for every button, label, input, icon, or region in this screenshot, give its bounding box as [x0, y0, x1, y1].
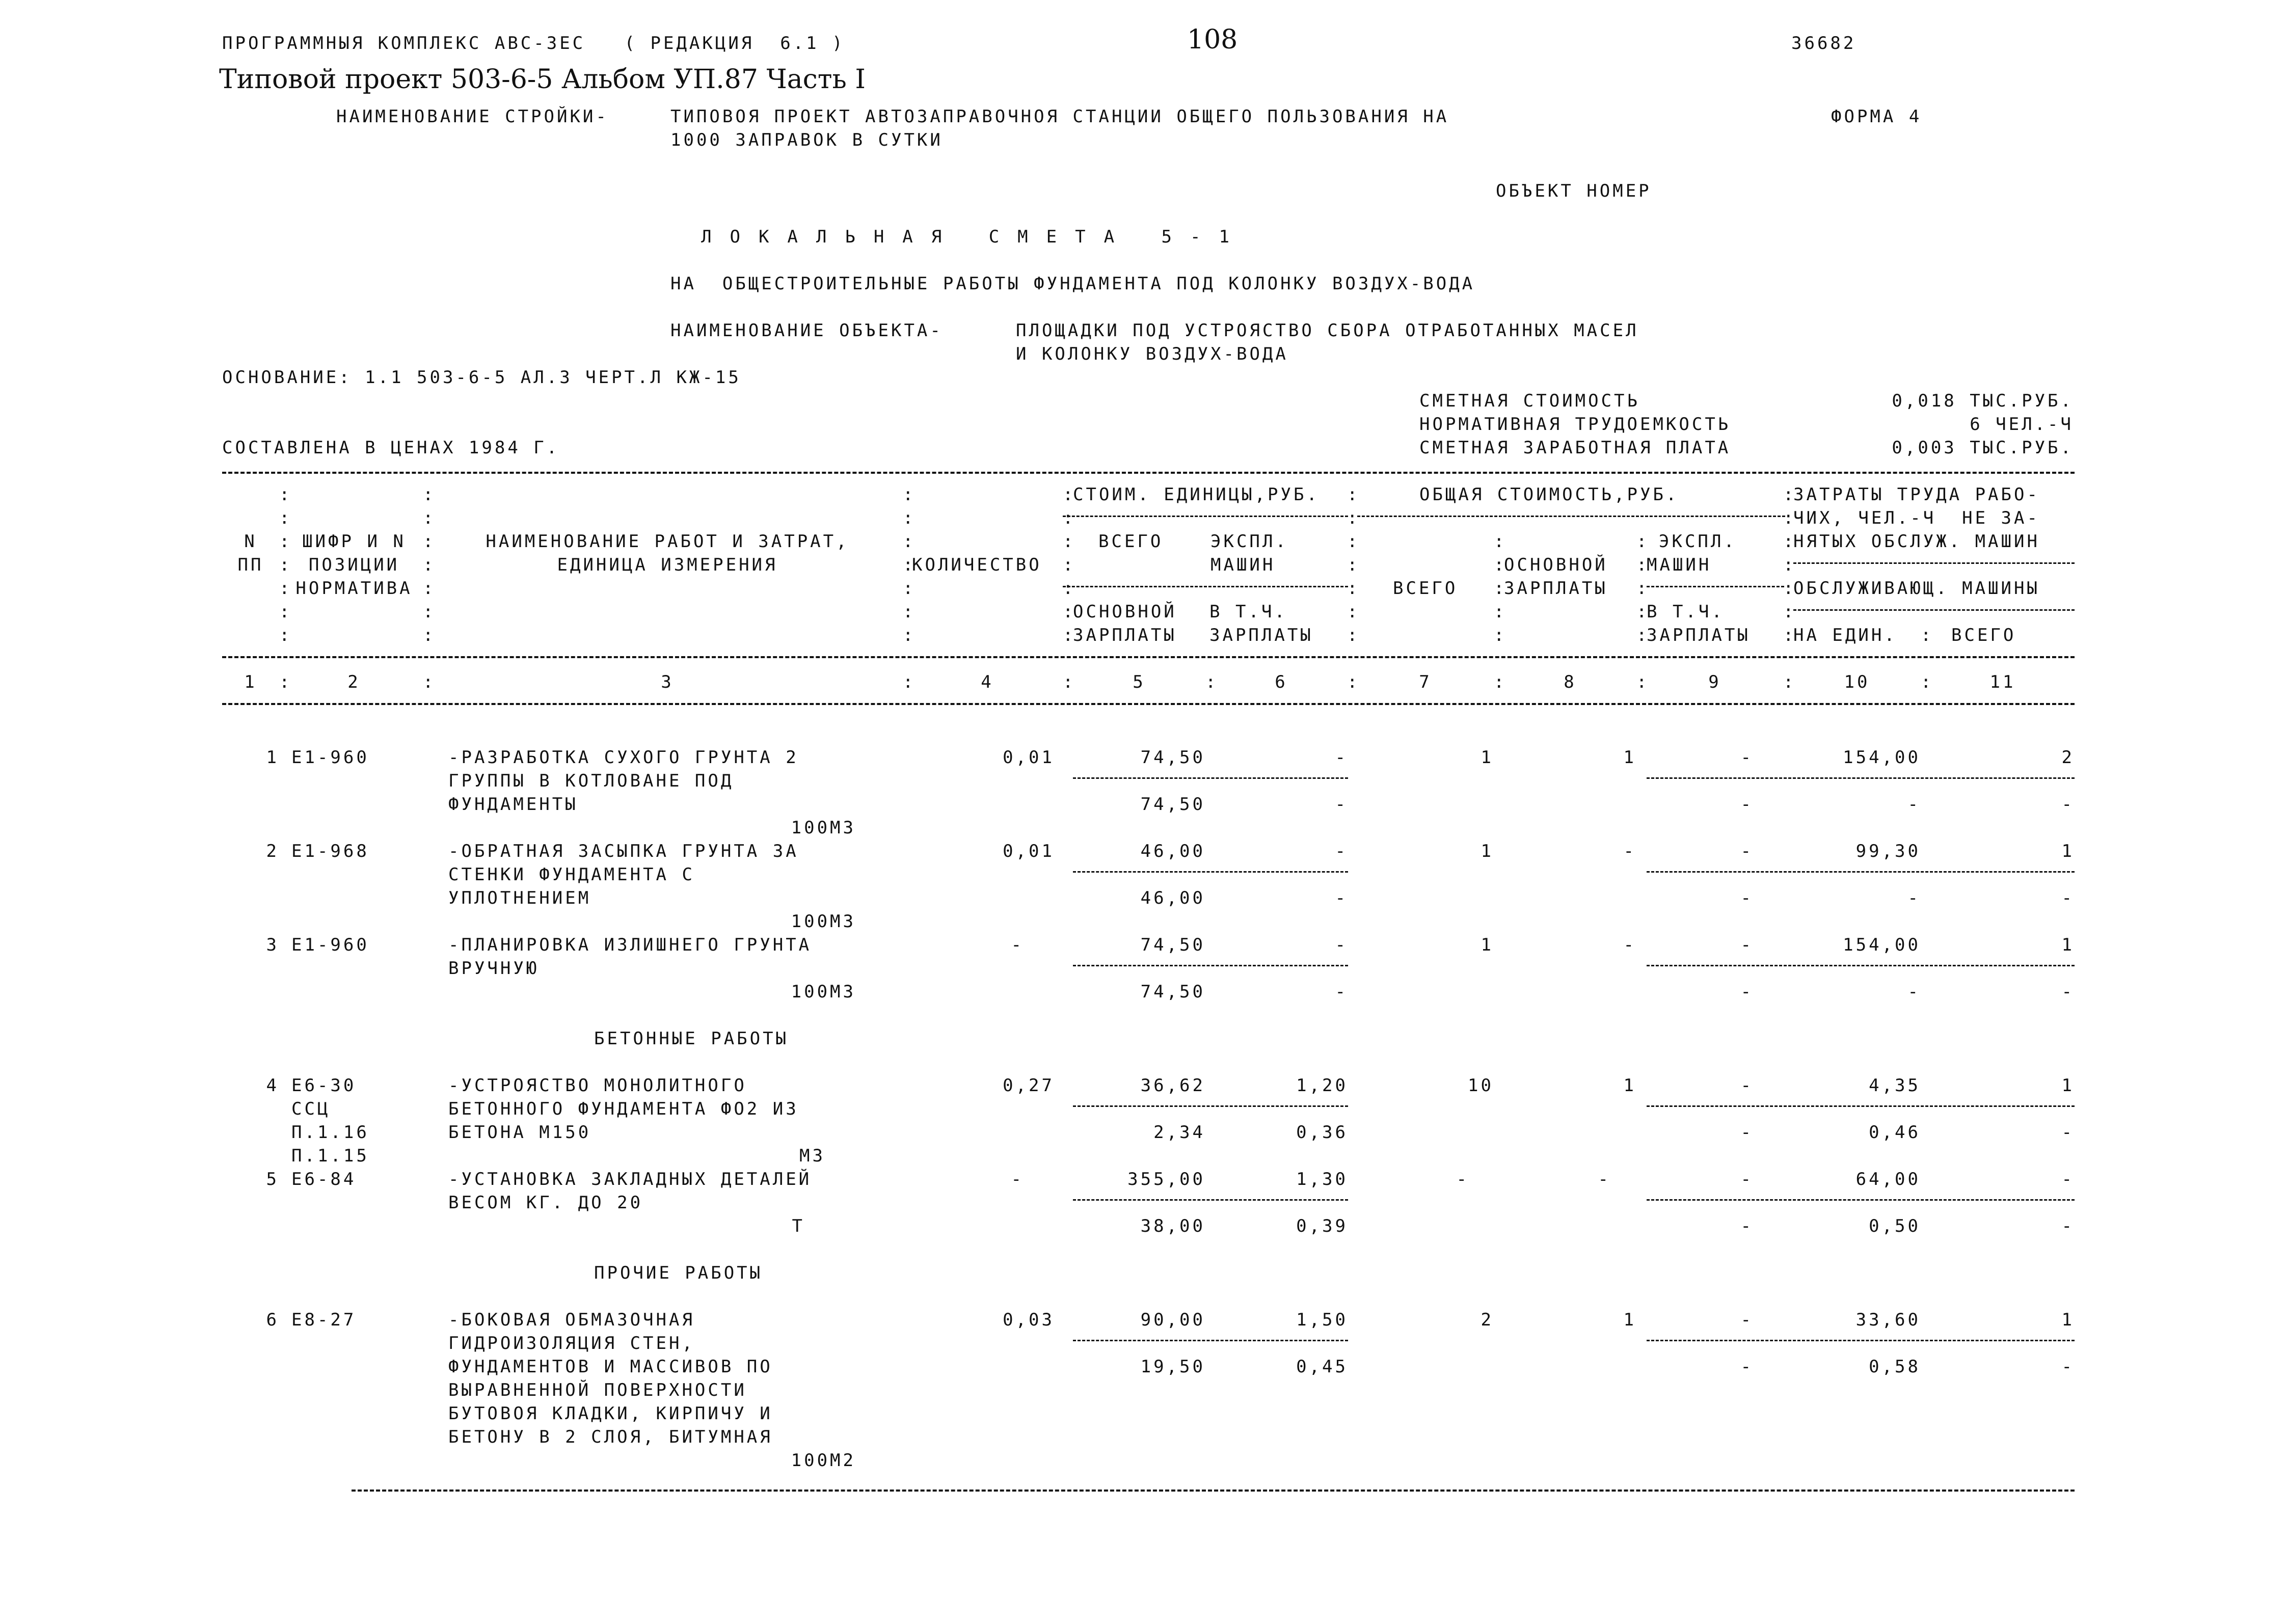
- row-total: 1: [1481, 935, 1494, 955]
- row-labor-total: 1: [2061, 1310, 2075, 1330]
- header-bottom-rule: [222, 703, 2075, 705]
- row-subrule: [1073, 871, 1348, 873]
- row-code: П.1.15: [291, 1146, 369, 1166]
- hdr-unit-incl-2: ЗАРПЛАТЫ: [1209, 625, 1313, 645]
- row-total-mach: -: [1740, 935, 1754, 955]
- row-total-wage: -: [1598, 1169, 1611, 1189]
- construction-label: НАИМЕНОВАНИЕ СТРОЙКИ-: [336, 106, 609, 127]
- row-code: Е1-968: [291, 841, 369, 861]
- hdr-labor-serv: ОБСЛУЖИВАЮЩ. МАШИНЫ: [1793, 578, 2040, 599]
- row-serv-total: -: [2061, 1357, 2075, 1377]
- row-unit: М3: [799, 1146, 825, 1166]
- hdr-unit-wage-1: ОСНОВНОЙ: [1073, 602, 1177, 622]
- row-number: 1: [266, 747, 279, 768]
- row-name: ГИДРОИЗОЛЯЦИЯ СТЕН,: [448, 1333, 695, 1354]
- colnum-sep: :: [1063, 672, 1076, 692]
- row-unit-mach: -: [1335, 747, 1348, 768]
- row-code: Е1-960: [291, 935, 369, 955]
- colnum-sep: :: [1636, 672, 1650, 692]
- row-name: БЕТОНА М150: [448, 1122, 591, 1143]
- row-total: -: [1456, 1169, 1469, 1189]
- colnum-sep: :: [423, 672, 436, 692]
- row-total: 2: [1481, 1310, 1494, 1330]
- row-labor-total: -: [2061, 1169, 2075, 1189]
- row-labor-unit: 154,00: [1843, 747, 1921, 768]
- table-end-rule: [352, 1490, 2075, 1492]
- col-sep-3: : : : : : : :: [903, 484, 913, 645]
- hdr-labor-sep: :: [1921, 625, 1934, 645]
- object-label: НАИМЕНОВАНИЕ ОБЪЕКТА-: [670, 320, 943, 341]
- row-subrule: [1073, 777, 1348, 779]
- colnum-sep: :: [903, 672, 916, 692]
- row-name: -УСТРОЯСТВО МОНОЛИТНОГО: [448, 1075, 747, 1096]
- col-sep-9: : : : : :: [1636, 531, 1647, 645]
- row-labor-total: 2: [2061, 747, 2075, 768]
- hdr-rule-total: [1357, 516, 1785, 517]
- row-unit-total: 74,50: [1140, 747, 1205, 768]
- col-sep-7: : : : : : : :: [1347, 484, 1358, 645]
- row-unit-wage: 74,50: [1140, 982, 1205, 1002]
- row-code: Е1-960: [291, 747, 369, 768]
- hdr-quantity: КОЛИЧЕСТВО: [912, 555, 1042, 575]
- row-unit-wage: 74,50: [1140, 794, 1205, 815]
- row-name: -БОКОВАЯ ОБМАЗОЧНАЯ: [448, 1310, 695, 1330]
- row-code: Е6-30: [291, 1075, 357, 1096]
- row-unit: 100М3: [791, 818, 856, 838]
- row-total-mach-wage: -: [1740, 1357, 1754, 1377]
- row-quantity: 0,27: [1003, 1075, 1055, 1096]
- project-title: Типовой проект 503-6-5 Альбом УП.87 Часть I: [219, 64, 866, 95]
- row-name: ФУНДАМЕНТЫ: [448, 794, 578, 815]
- row-labor-total: 1: [2061, 1075, 2075, 1096]
- row-code: Е6-84: [291, 1169, 357, 1189]
- row-unit-mach-wage: -: [1335, 794, 1348, 815]
- row-total-mach-wage: -: [1740, 1122, 1754, 1143]
- row-serv-total: -: [2061, 888, 2075, 908]
- row-name: ГРУППЫ В КОТЛОВАНЕ ПОД: [448, 771, 734, 791]
- row-unit-wage: 46,00: [1140, 888, 1205, 908]
- summary-label-wage: СМЕТНАЯ ЗАРАБОТНАЯ ПЛАТА: [1419, 438, 1731, 458]
- row-unit-mach-wage: 0,45: [1296, 1357, 1348, 1377]
- row-unit-total: 355,00: [1127, 1169, 1205, 1189]
- row-subrule: [1647, 965, 2075, 966]
- row-total: 1: [1481, 747, 1494, 768]
- row-number: 2: [266, 841, 279, 861]
- row-number: 4: [266, 1075, 279, 1096]
- hdr-unit-mach-1: ЭКСПЛ.: [1210, 531, 1288, 552]
- hdr-no-2: ПП: [237, 555, 264, 575]
- hdr-labor-unit: НА ЕДИН.: [1793, 625, 1897, 645]
- row-subrule: [1647, 777, 2075, 779]
- row-number: 6: [266, 1310, 279, 1330]
- row-name: БУТОВОЯ КЛАДКИ, КИРПИЧУ И: [448, 1403, 773, 1424]
- hdr-total-cost: ОБЩАЯ СТОИМОСТЬ,РУБ.: [1419, 484, 1679, 505]
- colnum-1: 1: [244, 672, 257, 692]
- row-total-mach: -: [1740, 1075, 1754, 1096]
- basis-line: ОСНОВАНИЕ: 1.1 503-6-5 АЛ.3 ЧЕРТ.Л КЖ-15: [222, 367, 741, 388]
- row-name: ВЫРАВНЕННОЙ ПОВЕРХНОСТИ: [448, 1380, 747, 1400]
- row-total-wage: 1: [1623, 747, 1636, 768]
- hdr-rule-unit-2: [1063, 586, 1348, 587]
- construction-name-line2: 1000 ЗАПРАВОК В СУТКИ: [670, 130, 943, 150]
- object-name-line2: И КОЛОНКУ ВОЗДУХ-ВОДА: [1016, 344, 1288, 364]
- row-total-mach-wage: -: [1740, 794, 1754, 815]
- row-total-mach-wage: -: [1740, 982, 1754, 1002]
- document-number: 36682: [1791, 33, 1856, 53]
- header-top-rule: [222, 472, 2075, 474]
- row-name: ВРУЧНУЮ: [448, 958, 540, 979]
- hdr-unit-wage-2: ЗАРПЛАТЫ: [1073, 625, 1177, 645]
- colnum-sep: :: [1494, 672, 1507, 692]
- estimate-subtitle: НА ОБЩЕСТРОИТЕЛЬНЫЕ РАБОТЫ ФУНДАМЕНТА ПОД КОЛОНКУ ВОЗДУХ-ВОДА: [670, 274, 1475, 294]
- row-total-mach-wage: -: [1740, 1216, 1754, 1236]
- hdr-name-2: ЕДИНИЦА ИЗМЕРЕНИЯ: [557, 555, 778, 575]
- hdr-unit-total: ВСЕГО: [1098, 531, 1164, 552]
- hdr-rule-total-mach: [1647, 586, 1784, 587]
- row-unit: 100М3: [791, 982, 856, 1002]
- row-quantity: 0,01: [1003, 747, 1055, 768]
- col-sep-10: : : : : : : :: [1783, 484, 1794, 645]
- row-serv-total: -: [2061, 794, 2075, 815]
- col-sep-4: : : : : : : :: [1063, 484, 1073, 645]
- row-subrule: [1073, 1340, 1348, 1341]
- row-total-mach: -: [1740, 841, 1754, 861]
- row-subrule: [1647, 1105, 2075, 1107]
- hdr-labor-total: ВСЕГО: [1951, 625, 2016, 645]
- row-serv-unit: 0,50: [1869, 1216, 1921, 1236]
- colnum-3: 3: [661, 672, 674, 692]
- summary-label-labor: НОРМАТИВНАЯ ТРУДОЕМКОСТЬ: [1419, 414, 1731, 435]
- row-unit: 100М3: [791, 911, 856, 932]
- hdr-code-3: НОРМАТИВА: [295, 578, 413, 599]
- row-total: 10: [1468, 1075, 1494, 1096]
- hdr-code-1: ШИФР И N: [302, 531, 406, 552]
- col-sep-8: : : : : :: [1494, 531, 1504, 645]
- construction-name-line1: ТИПОВОЯ ПРОЕКТ АВТОЗАПРАВОЧНОЯ СТАНЦИИ ОБЩЕГО ПОЛЬЗОВАНИЯ НА: [670, 106, 1449, 127]
- hdr-labor-2: ЧИХ, ЧЕЛ.-Ч НЕ ЗА-: [1793, 508, 2040, 528]
- colnum-9: 9: [1708, 672, 1721, 692]
- row-total-mach: -: [1740, 1310, 1754, 1330]
- row-name: -ПЛАНИРОВКА ИЗЛИШНЕГО ГРУНТА: [448, 935, 812, 955]
- hdr-labor-3: НЯТЫХ ОБСЛУЖ. МАШИН: [1793, 531, 2040, 552]
- object-name-line1: ПЛОЩАДКИ ПОД УСТРОЯСТВО СБОРА ОТРАБОТАННЫХ МАСЕЛ: [1016, 320, 1639, 341]
- page-number: 108: [1187, 24, 1238, 55]
- row-name: ФУНДАМЕНТОВ И МАССИВОВ ПО: [448, 1357, 773, 1377]
- row-serv-unit: 0,58: [1869, 1357, 1921, 1377]
- row-unit-mach-wage: -: [1335, 888, 1348, 908]
- row-name: УПЛОТНЕНИЕМ: [448, 888, 591, 908]
- object-number-label: ОБЪЕКТ НОМЕР: [1496, 181, 1652, 201]
- row-total-mach: -: [1740, 1169, 1754, 1189]
- row-unit-wage: 38,00: [1140, 1216, 1205, 1236]
- colnum-10: 10: [1844, 672, 1870, 692]
- colnum-5: 5: [1133, 672, 1146, 692]
- hdr-total-mach-1: ЭКСПЛ.: [1659, 531, 1737, 552]
- row-name: -РАЗРАБОТКА СУХОГО ГРУНТА 2: [448, 747, 799, 768]
- hdr-rule-labor-2: [1793, 609, 2075, 611]
- row-quantity: 0,03: [1003, 1310, 1055, 1330]
- row-labor-unit: 64,00: [1855, 1169, 1921, 1189]
- row-total-mach: -: [1740, 747, 1754, 768]
- hdr-no-1: N: [244, 531, 257, 552]
- program-line: ПРОГРАММНЫЯ КОМПЛЕКС АВС-3ЕС ( РЕДАКЦИЯ 6.1 ): [222, 33, 845, 53]
- summary-value-labor: 6 ЧЕЛ.-Ч: [1970, 414, 2074, 435]
- hdr-rule-unit-1: [1063, 516, 1348, 517]
- row-unit: Т: [792, 1216, 805, 1236]
- summary-value-wage: 0,003 ТЫС.РУБ.: [1892, 438, 2074, 458]
- hdr-unit-mach-2: МАШИН: [1210, 555, 1276, 575]
- row-unit-total: 74,50: [1140, 935, 1205, 955]
- row-serv-total: -: [2061, 1216, 2075, 1236]
- row-serv-unit: 0,46: [1869, 1122, 1921, 1143]
- row-unit-mach: 1,30: [1296, 1169, 1348, 1189]
- row-labor-unit: 33,60: [1855, 1310, 1921, 1330]
- row-total-wage: 1: [1623, 1310, 1636, 1330]
- row-name: ВЕСОМ КГ. ДО 20: [448, 1193, 643, 1213]
- row-unit-mach: 1,50: [1296, 1310, 1348, 1330]
- row-subrule: [1073, 1105, 1348, 1107]
- row-unit-mach-wage: -: [1335, 982, 1348, 1002]
- row-unit-mach: -: [1335, 841, 1348, 861]
- row-unit: 100М2: [791, 1450, 856, 1471]
- hdr-unit-cost: СТОИМ. ЕДИНИЦЫ,РУБ.: [1073, 484, 1320, 505]
- row-total-mach-wage: -: [1740, 888, 1754, 908]
- row-total: 1: [1481, 841, 1494, 861]
- hdr-total-all: ВСЕГО: [1393, 578, 1458, 599]
- hdr-total-incl-1: В Т.Ч.: [1647, 602, 1725, 622]
- row-labor-total: 1: [2061, 935, 2075, 955]
- hdr-total-wage-2: ЗАРПЛАТЫ: [1504, 578, 1608, 599]
- row-total-wage: 1: [1623, 1075, 1636, 1096]
- row-name: БЕТОННОГО ФУНДАМЕНТА ФО2 ИЗ: [448, 1099, 799, 1119]
- row-unit-total: 36,62: [1140, 1075, 1205, 1096]
- row-unit-wage: 2,34: [1153, 1122, 1205, 1143]
- hdr-labor-1: ЗАТРАТЫ ТРУДА РАБО-: [1793, 484, 2040, 505]
- colnum-sep: :: [1347, 672, 1360, 692]
- colnum-2: 2: [347, 672, 361, 692]
- row-name: -ОБРАТНАЯ ЗАСЫПКА ГРУНТА ЗА: [448, 841, 799, 861]
- hdr-rule-labor-1: [1793, 562, 2075, 564]
- row-name: -УСТАНОВКА ЗАКЛАДНЫХ ДЕТАЛЕЙ: [448, 1169, 812, 1189]
- hdr-total-wage-1: ОСНОВНОЙ: [1504, 555, 1608, 575]
- estimate-title: ЛОКАЛЬНАЯ СМЕТА 5-1: [701, 227, 1248, 247]
- row-subrule: [1647, 1340, 2075, 1341]
- hdr-name-1: НАИМЕНОВАНИЕ РАБОТ И ЗАТРАТ,: [486, 531, 849, 552]
- hdr-code-2: ПОЗИЦИИ: [308, 555, 400, 575]
- row-labor-total: 1: [2061, 841, 2075, 861]
- row-number: 3: [266, 935, 279, 955]
- row-code: П.1.16: [291, 1122, 369, 1143]
- colnum-4: 4: [981, 672, 994, 692]
- row-quantity: 0,01: [1003, 841, 1055, 861]
- row-name: БЕТОНУ В 2 СЛОЯ, БИТУМНАЯ: [448, 1427, 773, 1447]
- summary-value-cost: 0,018 ТЫС.РУБ.: [1892, 391, 2074, 411]
- row-unit-mach: 1,20: [1296, 1075, 1348, 1096]
- colnum-sep: :: [279, 672, 292, 692]
- hdr-total-mach-2: МАШИН: [1647, 555, 1712, 575]
- row-unit-mach: -: [1335, 935, 1348, 955]
- row-unit-total: 46,00: [1140, 841, 1205, 861]
- form-label: ФОРМА 4: [1831, 106, 1922, 127]
- row-subrule: [1647, 871, 2075, 873]
- row-labor-unit: 99,30: [1855, 841, 1921, 861]
- row-unit-mach-wage: 0,39: [1296, 1216, 1348, 1236]
- row-number: 5: [266, 1169, 279, 1189]
- col-sep-2: : : : : : : :: [423, 484, 434, 645]
- colnum-8: 8: [1564, 672, 1577, 692]
- colnum-sep: :: [1783, 672, 1796, 692]
- row-code: ССЦ: [291, 1099, 331, 1119]
- colnum-7: 7: [1419, 672, 1432, 692]
- row-serv-unit: -: [1907, 982, 1921, 1002]
- row-total-wage: -: [1623, 935, 1636, 955]
- colnum-sep: :: [1205, 672, 1219, 692]
- row-quantity: -: [1011, 1169, 1024, 1189]
- row-serv-unit: -: [1907, 794, 1921, 815]
- row-unit-total: 90,00: [1140, 1310, 1205, 1330]
- row-serv-total: -: [2061, 1122, 2075, 1143]
- row-total-wage: -: [1623, 841, 1636, 861]
- hdr-total-incl-2: ЗАРПЛАТЫ: [1647, 625, 1751, 645]
- section-heading-concrete: БЕТОННЫЕ РАБОТЫ: [594, 1028, 789, 1049]
- summary-label-cost: СМЕТНАЯ СТОИМОСТЬ: [1419, 391, 1640, 411]
- colnum-11: 11: [1989, 672, 2016, 692]
- row-code: Е8-27: [291, 1310, 357, 1330]
- row-serv-total: -: [2061, 982, 2075, 1002]
- row-subrule: [1073, 1199, 1348, 1201]
- colnum-sep: :: [1921, 672, 1934, 692]
- row-subrule: [1073, 965, 1348, 966]
- colnum-6: 6: [1275, 672, 1288, 692]
- row-subrule: [1647, 1199, 2075, 1201]
- price-level: СОСТАВЛЕНА В ЦЕНАХ 1984 Г.: [222, 438, 560, 458]
- row-labor-unit: 4,35: [1869, 1075, 1921, 1096]
- section-heading-other: ПРОЧИЕ РАБОТЫ: [594, 1263, 763, 1283]
- row-labor-unit: 154,00: [1843, 935, 1921, 955]
- row-serv-unit: -: [1907, 888, 1921, 908]
- col-sep-1: : : : : : : :: [279, 484, 290, 645]
- header-mid-rule: [222, 656, 2075, 658]
- row-quantity: -: [1011, 935, 1024, 955]
- hdr-unit-incl-1: В Т.Ч.: [1209, 602, 1287, 622]
- row-unit-mach-wage: 0,36: [1296, 1122, 1348, 1143]
- row-unit-wage: 19,50: [1140, 1357, 1205, 1377]
- row-name: СТЕНКИ ФУНДАМЕНТА С: [448, 864, 695, 885]
